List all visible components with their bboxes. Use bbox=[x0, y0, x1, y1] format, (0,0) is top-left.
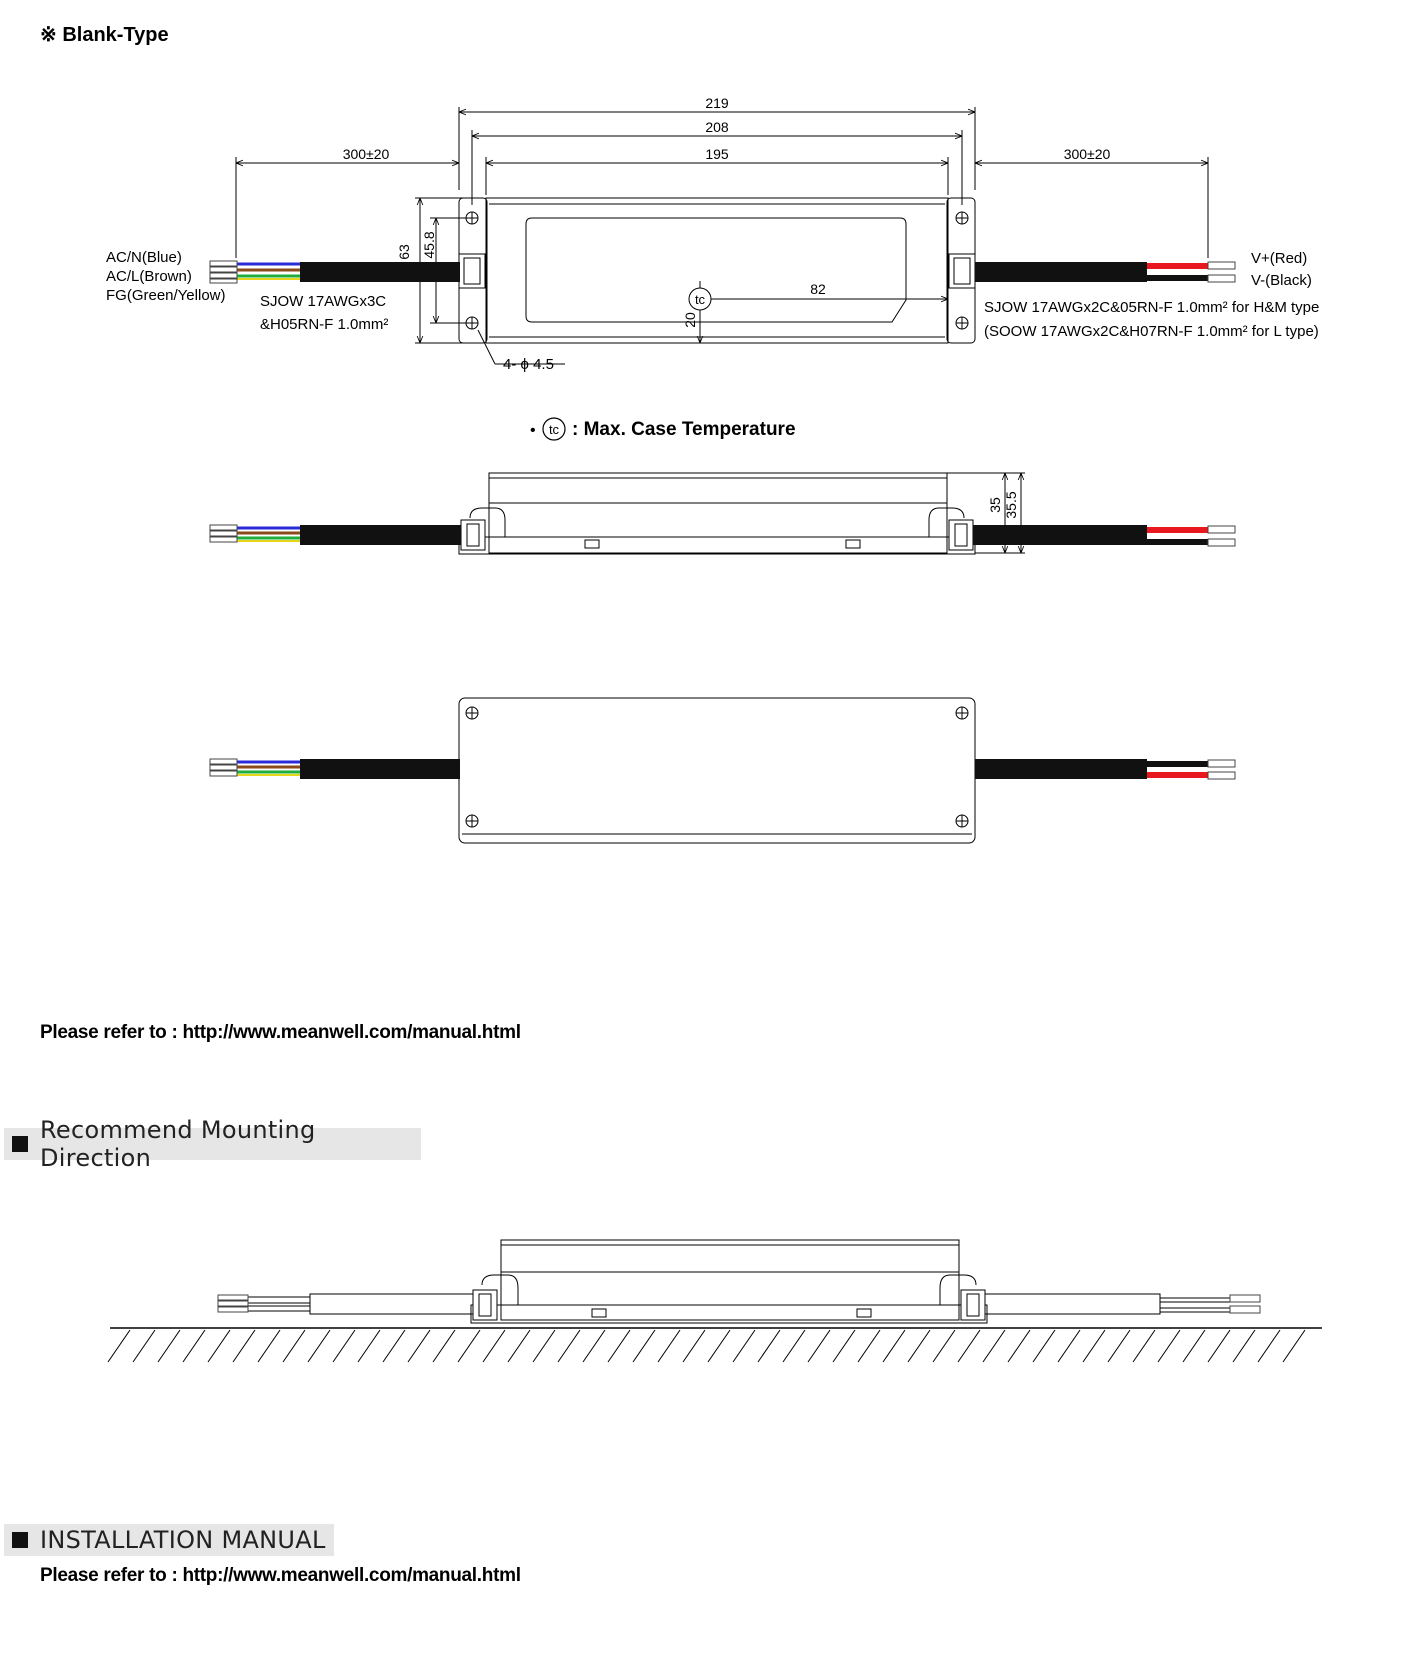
hatch-line bbox=[1083, 1330, 1105, 1362]
hatch-line bbox=[133, 1330, 155, 1362]
hatch-line bbox=[183, 1330, 205, 1362]
hatch-line bbox=[558, 1330, 580, 1362]
mounting-input-cable bbox=[310, 1294, 473, 1314]
hatch-line bbox=[833, 1330, 855, 1362]
hatch-line bbox=[508, 1330, 530, 1362]
dim-cable-left-text: 300±20 bbox=[342, 146, 390, 162]
mounting-holes-text: 4- ϕ 4.5 bbox=[503, 356, 554, 373]
hatch-line bbox=[733, 1330, 755, 1362]
dim-82-text: 82 bbox=[810, 281, 826, 297]
reference-mark-symbol: ※ bbox=[40, 24, 57, 46]
hatch-line bbox=[583, 1330, 605, 1362]
label-area bbox=[526, 218, 906, 322]
hatch-line bbox=[1283, 1330, 1305, 1362]
dim-cable-right-text: 300±20 bbox=[1063, 146, 1111, 162]
output-label-positive: V+(Red) bbox=[1251, 250, 1308, 267]
hatch-line bbox=[608, 1330, 630, 1362]
hatch-line bbox=[958, 1330, 980, 1362]
hatch-line bbox=[458, 1330, 480, 1362]
top-view-input-cable bbox=[210, 261, 460, 283]
hatch-line bbox=[408, 1330, 430, 1362]
hatch-line bbox=[858, 1330, 880, 1362]
tc-note-text: : Max. Case Temperature bbox=[572, 419, 796, 440]
hatch-line bbox=[1033, 1330, 1055, 1362]
mounting-section-header bbox=[4, 1116, 421, 1172]
tc-note bbox=[530, 418, 796, 440]
output-cable-spec-1: SJOW 17AWGx2C&05RN-F 1.0mm² for H&M type bbox=[984, 299, 1320, 316]
hatch-line bbox=[1258, 1330, 1280, 1362]
hatch-line bbox=[283, 1330, 305, 1362]
installation-refer-text: Please refer to : http://www.meanwell.com/manual.html bbox=[40, 1565, 521, 1586]
mounting-body bbox=[501, 1240, 959, 1320]
hatch-line bbox=[883, 1330, 905, 1362]
output-cable-spec-2: (SOOW 17AWGx2C&H07RN-F 1.0mm² for L type) bbox=[984, 323, 1319, 340]
mounting-hole-icon bbox=[466, 212, 968, 329]
side-view-cables bbox=[210, 525, 1235, 546]
section-square-icon bbox=[12, 1136, 28, 1152]
hatch-line bbox=[1008, 1330, 1030, 1362]
hatch-line bbox=[533, 1330, 555, 1362]
hatch-line bbox=[1183, 1330, 1205, 1362]
hatch-line bbox=[308, 1330, 330, 1362]
dim-35-5-text: 35.5 bbox=[1003, 491, 1019, 519]
bottom-view bbox=[459, 698, 975, 843]
hatch-line bbox=[633, 1330, 655, 1362]
section-square-icon bbox=[12, 1532, 28, 1548]
hatch-line bbox=[383, 1330, 405, 1362]
installation-section-header bbox=[4, 1524, 334, 1556]
tc-note-bullet: • bbox=[530, 422, 536, 439]
hatch-line bbox=[808, 1330, 830, 1362]
top-body bbox=[486, 198, 948, 343]
hatch-line bbox=[1208, 1330, 1230, 1362]
mounting-section-title: Recommend Mounting Direction bbox=[40, 1116, 316, 1172]
hatch-line bbox=[1108, 1330, 1130, 1362]
ground-hatching bbox=[108, 1330, 1305, 1362]
dim-63-text: 63 bbox=[396, 244, 412, 260]
mounting-direction-drawing bbox=[0, 1220, 1413, 1380]
top-view-output-cable bbox=[975, 262, 1235, 282]
hatch-line bbox=[333, 1330, 355, 1362]
input-label-neutral: AC/N(Blue) bbox=[106, 249, 182, 266]
dim-208-text: 208 bbox=[705, 119, 729, 135]
dim-219-text: 219 bbox=[705, 95, 729, 111]
mounting-output-cable bbox=[985, 1294, 1160, 1314]
hatch-line bbox=[483, 1330, 505, 1362]
hatch-line bbox=[908, 1330, 930, 1362]
dim-35-text: 35 bbox=[987, 497, 1003, 513]
hatch-line bbox=[658, 1330, 680, 1362]
hatch-line bbox=[1133, 1330, 1155, 1362]
hatch-line bbox=[108, 1330, 130, 1362]
dim-20-text: 20 bbox=[682, 312, 698, 328]
hatch-line bbox=[708, 1330, 730, 1362]
hatch-line bbox=[1158, 1330, 1180, 1362]
tc-point-label: tc bbox=[694, 292, 706, 307]
hatch-line bbox=[683, 1330, 705, 1362]
hatch-line bbox=[758, 1330, 780, 1362]
blank-type-label: Blank-Type bbox=[62, 24, 169, 46]
output-label-negative: V-(Black) bbox=[1251, 272, 1312, 289]
dim-195-text: 195 bbox=[705, 146, 729, 162]
refer-manual-text: Please refer to : http://www.meanwell.com/manual.html bbox=[40, 1022, 521, 1043]
tc-note-symbol: tc bbox=[548, 422, 560, 437]
hatch-line bbox=[1233, 1330, 1255, 1362]
hatch-line bbox=[158, 1330, 180, 1362]
installation-section-title: INSTALLATION MANUAL bbox=[40, 1526, 326, 1554]
hatch-line bbox=[783, 1330, 805, 1362]
hatch-line bbox=[208, 1330, 230, 1362]
input-label-line: AC/L(Brown) bbox=[106, 268, 192, 285]
input-cable-spec-2: &H05RN-F 1.0mm² bbox=[260, 316, 389, 333]
input-label-ground: FG(Green/Yellow) bbox=[106, 287, 226, 304]
hatch-line bbox=[983, 1330, 1005, 1362]
dim-45-8-text: 45.8 bbox=[421, 231, 437, 259]
hatch-line bbox=[233, 1330, 255, 1362]
hatch-line bbox=[358, 1330, 380, 1362]
input-cable-spec-1: SJOW 17AWGx3C bbox=[260, 293, 387, 310]
bottom-view-cables bbox=[210, 759, 1235, 779]
hatch-line bbox=[1058, 1330, 1080, 1362]
hatch-line bbox=[933, 1330, 955, 1362]
hatch-line bbox=[433, 1330, 455, 1362]
side-view bbox=[459, 473, 1025, 554]
hatch-line bbox=[258, 1330, 280, 1362]
